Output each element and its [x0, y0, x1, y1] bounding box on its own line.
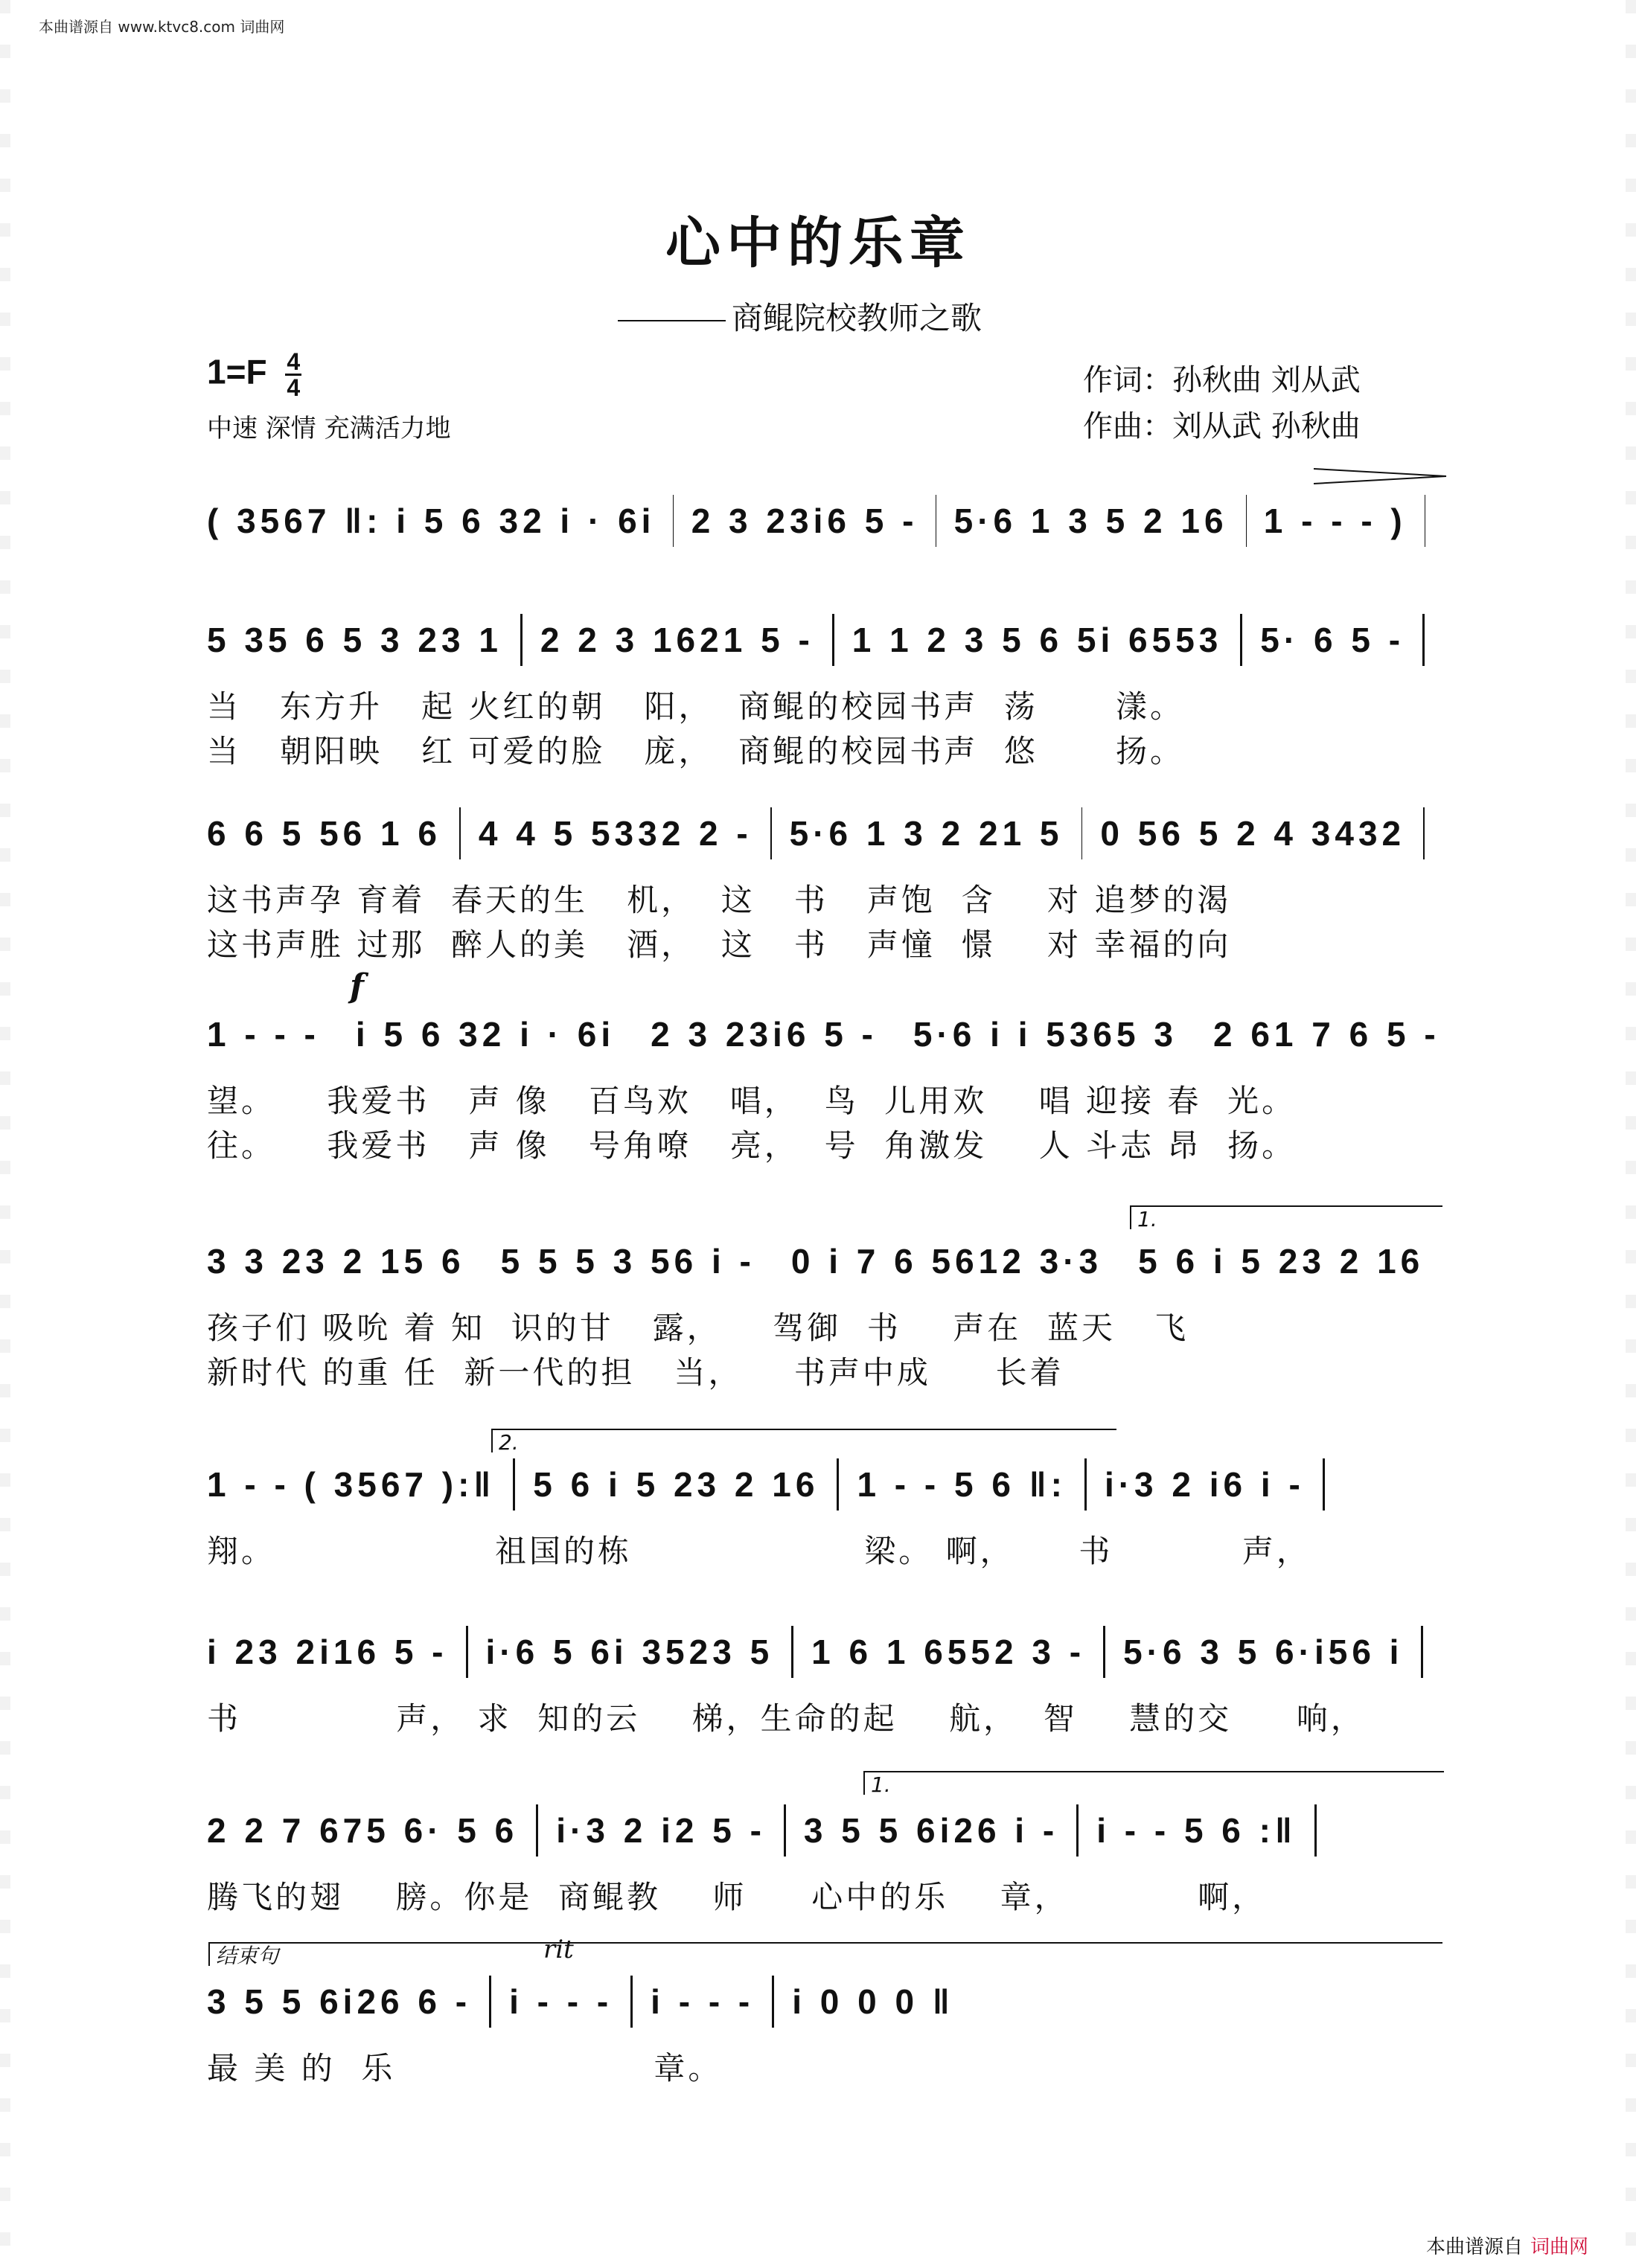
measure: 1 1 2 3 5 6 5i 6553	[851, 621, 1223, 659]
barline	[1240, 614, 1242, 666]
score-system-3	[207, 789, 1442, 967]
measure: 2 3 23i6 5 -	[691, 502, 918, 540]
notes-row	[207, 476, 1442, 566]
barline	[1421, 1626, 1423, 1678]
ending-bracket: 结束句	[208, 1942, 1442, 1966]
notes-row	[207, 1607, 1442, 1697]
measure: 5·6 1 3 5 2 16	[953, 502, 1228, 540]
barline	[791, 1626, 793, 1678]
lyric-verse-1: 翔。 祖国的栋 梁。 啊， 书 声，	[207, 1533, 1311, 1569]
tempo-marking: 中速 深情 充满活力地	[207, 414, 451, 443]
barline	[770, 807, 772, 859]
song-subtitle	[618, 294, 982, 339]
notes-row	[207, 1217, 1442, 1306]
footer-watermark	[1426, 2232, 1588, 2259]
measure: 5 5 5 3 56 i -	[500, 1242, 755, 1281]
barline	[1422, 614, 1425, 666]
measure: 1 - - -	[207, 1015, 320, 1054]
measure: 5·6 i i 5365 3	[913, 1015, 1178, 1054]
measure: i 0 0 0 ‖	[792, 1982, 954, 2021]
measure: 6 6 5 56 1 6	[207, 814, 441, 853]
measure: i·3 2 i6 i -	[1104, 1465, 1305, 1504]
footer-site-link[interactable]: 词曲网	[1530, 2236, 1588, 2258]
composer-credit: 作曲：刘从武 孙秋曲	[1083, 409, 1361, 443]
score-system-8	[207, 1786, 1442, 1920]
lyric-verse-2: 当 朝阳映 红 可爱的脸 庞， 商鲲的校园书声 悠 扬。	[207, 733, 1185, 769]
score-system-5	[207, 1217, 1442, 1395]
time-sig-bottom: 4	[287, 374, 301, 401]
barline	[1314, 1804, 1317, 1857]
lyric-verse-2: 这书声胜 过那 醉人的美 酒， 这 书 声憧 憬 对 幸福的向	[207, 926, 1232, 963]
measure: i 5 6 32 i · 6i	[355, 1015, 616, 1054]
notes-row	[207, 990, 1442, 1079]
lyric-verse-1: 腾飞的翅 膀。你是 商鲲教 师 心中的乐 章， 啊，	[207, 1879, 1267, 1915]
lyric-verse-1: 这书声孕 育着 春天的生 机， 这 书 声饱 含 对 追梦的渴	[207, 882, 1232, 918]
lyric-verse-1: 孩子们 吸吮 着 知 识的甘 露， 驾御 书 声在 蓝天 飞	[207, 1310, 1189, 1346]
measure: 3 5 5 6i26 6 -	[207, 1982, 472, 2021]
measure: i·3 2 i2 5 -	[556, 1811, 766, 1850]
score-system-9	[207, 1957, 1442, 2091]
measure: 4 4 5 5332 2 -	[478, 814, 753, 853]
subtitle-text: 商鲲院校教师之歌	[732, 300, 982, 336]
barline	[536, 1804, 538, 1857]
measure: 0 i 7 6 5612 3·3	[790, 1242, 1103, 1281]
volta-first-ending: 1.	[1130, 1205, 1442, 1229]
barline	[1084, 1458, 1087, 1511]
lyric-verse-1: 书 声， 求 知的云 梯，生命的起 航， 智 慧的交 响，	[207, 1700, 1365, 1737]
measure: 1 - - ( 3567 ):‖	[207, 1465, 496, 1504]
lyric-verse-1: 最 美 的 乐 章。	[207, 2050, 723, 2086]
barline	[1103, 1626, 1105, 1678]
left-edge-strip	[0, 0, 10, 2268]
barline	[520, 614, 523, 666]
barline	[489, 1976, 491, 2028]
barline	[1081, 807, 1083, 859]
score-system-6	[207, 1440, 1442, 1574]
barline	[832, 614, 834, 666]
notes-row	[207, 1440, 1442, 1529]
ritardando-marking: rit	[543, 1935, 574, 1964]
measure: 1 - - 5 6 ‖:	[857, 1465, 1067, 1504]
barline	[1076, 1804, 1079, 1857]
lyric-verse-2: 往。 我爱书 声 像 号角嘹 亮， 号 角激发 人 斗志 昂 扬。	[207, 1127, 1297, 1164]
lyric-verse-1: 当 东方升 起 火红的朝 阳， 商鲲的校园书声 荡 漾。	[207, 688, 1185, 725]
key-signature	[207, 350, 301, 400]
key-text: 1=F	[207, 352, 267, 391]
score-system-4	[207, 990, 1442, 1168]
measure: 3 3 23 2 15 6	[207, 1242, 465, 1281]
measure: 1 - - - )	[1263, 502, 1407, 540]
measure: 2 61 7 6 5 -	[1212, 1015, 1440, 1054]
measure: i·6 5 6i 3523 5	[485, 1633, 774, 1671]
measure: 1 6 1 6552 3 -	[811, 1633, 1086, 1671]
measure: i 23 2i16 5 -	[207, 1633, 448, 1671]
subtitle-rule	[618, 320, 726, 321]
top-watermark: 本曲谱源自 www.ktvc8.com 词曲网	[39, 18, 285, 36]
score-system-2	[207, 595, 1442, 774]
barline	[630, 1976, 633, 2028]
credits	[1083, 357, 1361, 449]
notes-row	[207, 595, 1442, 685]
lyricist-credit: 作词：孙秋曲 刘从武	[1083, 363, 1361, 397]
barline	[1423, 807, 1425, 859]
notes-row	[207, 1957, 1442, 2046]
measure: 5 6 i 5 23 2 16	[533, 1465, 819, 1504]
measure: 2 3 23i6 5 -	[651, 1015, 878, 1054]
notes-row	[207, 789, 1442, 878]
barline	[837, 1458, 839, 1511]
barline	[772, 1976, 774, 2028]
barline	[466, 1626, 468, 1678]
song-title: 心中的乐章	[665, 211, 971, 275]
measure: 0 56 5 2 4 3432	[1100, 814, 1406, 853]
barline	[459, 807, 461, 859]
barline	[513, 1458, 515, 1511]
right-edge-strip	[1626, 0, 1636, 2268]
measure: i - - -	[651, 1982, 755, 2021]
barline	[1323, 1458, 1325, 1511]
footer-source: 本曲谱源自	[1425, 2236, 1523, 2258]
measure: 5·6 3 5 6·i56 i	[1123, 1633, 1404, 1671]
measure: i - - 5 6 :‖	[1096, 1811, 1297, 1850]
score-system-7	[207, 1607, 1442, 1741]
score-system-1	[207, 476, 1442, 566]
lyric-verse-2: 新时代 的重 任 新一代的担 当， 书声中成 长着	[207, 1354, 1064, 1391]
time-signature	[285, 350, 301, 400]
measure: i - - -	[509, 1982, 613, 2021]
measure: 2 2 7 675 6· 5 6	[207, 1811, 519, 1850]
measure: 5 6 i 5 23 2 16	[1138, 1242, 1425, 1281]
barline	[784, 1804, 786, 1857]
measure: ( 3567 ‖: i 5 6 32 i · 6i	[207, 502, 656, 540]
time-sig-top: 4	[287, 348, 301, 375]
notes-row	[207, 1786, 1442, 1875]
measure: 5·6 1 3 2 21 5	[789, 814, 1064, 853]
measure: 5 35 6 5 3 23 1	[207, 621, 502, 659]
lyric-verse-1: 望。 我爱书 声 像 百鸟欢 唱， 鸟 儿用欢 唱 迎接 春 光。	[207, 1083, 1297, 1119]
volta-first-ending-2: 1.	[863, 1771, 1444, 1795]
measure: 5· 6 5 -	[1260, 621, 1405, 659]
measure: 2 2 3 1621 5 -	[540, 621, 814, 659]
volta-second-ending: 2.	[491, 1429, 1116, 1452]
forte-dynamic: f	[350, 967, 364, 1005]
measure: 3 5 5 6i26 i -	[803, 1811, 1059, 1850]
